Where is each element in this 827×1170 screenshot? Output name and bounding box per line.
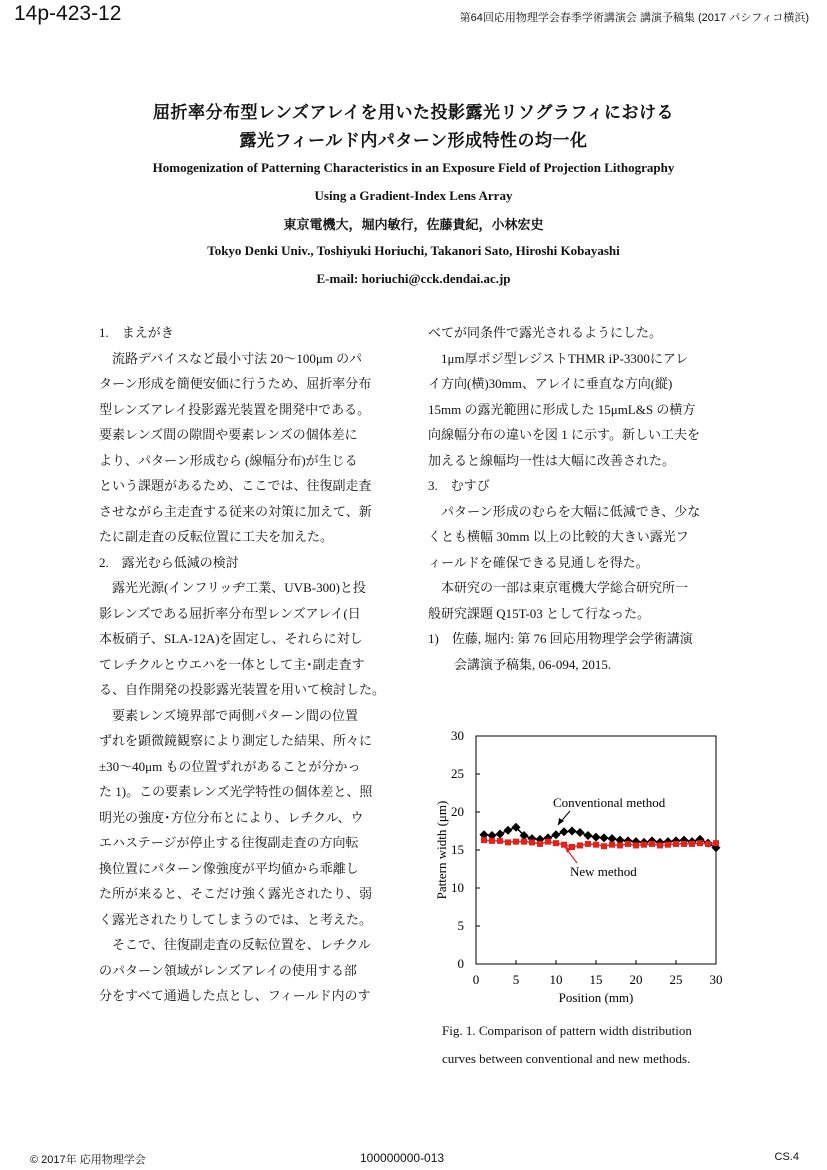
text-line: 3. むすび — [428, 478, 490, 493]
text-line: イ方向(横)30mm、アレイに垂直な方向(縦) — [428, 376, 673, 391]
new-data-point — [529, 839, 535, 845]
text-line: そこで、往復副走査の反転位置を、レチクル — [99, 937, 371, 952]
paper-code: 14p-423-12 — [14, 2, 122, 25]
y-tick-label: 15 — [451, 842, 464, 857]
text-line: より、パターン形成むら (線幅分布)が生じる — [99, 452, 358, 468]
authors-ja: 東京電機大，堀内敏行，佐藤貴紀，小林宏史 — [283, 218, 544, 233]
legend-conventional: Conventional method — [553, 795, 666, 810]
y-tick-label: 30 — [451, 728, 464, 743]
new-data-point — [505, 839, 511, 845]
footer-page: CS.4 — [774, 1151, 799, 1163]
new-data-point — [697, 840, 703, 846]
x-tick-label: 5 — [512, 972, 520, 987]
new-data-point — [625, 841, 631, 847]
x-tick-label: 30 — [709, 972, 723, 987]
new-data-point — [537, 841, 543, 847]
authors-en: Tokyo Denki Univ., Toshiyuki Horiuchi, Takanori Sato, Hiroshi Kobayashi — [207, 243, 620, 258]
text-line: 本板硝子、SLA-12A)を固定し、それらに対し — [99, 631, 363, 646]
email: E-mail: horiuchi@cck.dendai.ac.jp — [316, 271, 511, 286]
new-data-point — [585, 841, 591, 847]
text-line: という課題があるため、ここでは、往復副走査 — [99, 478, 372, 493]
text-line: 露光光源(インフリッヂ工業、UVB-300)と投 — [99, 580, 366, 595]
new-data-point — [577, 842, 583, 848]
new-data-point — [601, 843, 607, 849]
title-ja-line1: 屈折率分布型レンズアレイを用いた投影露光リソグラフィにおける — [152, 103, 674, 123]
new-data-point — [521, 839, 527, 845]
new-data-point — [545, 839, 551, 845]
new-data-point — [641, 842, 647, 848]
x-tick-label: 0 — [472, 972, 480, 987]
text-line: 般研究課題 Q15T-03 として行なった。 — [428, 605, 650, 621]
conference-header: 第64回応用物理学会春季学術講演会 講演予稿集 (2017 パシフィコ横浜) — [459, 12, 809, 24]
text-line: パターン形成のむらを大幅に低減でき、少な — [428, 503, 701, 519]
text-line: 影レンズである屈折率分布型レンズアレイ(日 — [99, 605, 361, 621]
title-ja-line2: 露光フィールド内パターン形成特性の均一化 — [239, 131, 588, 151]
title-en-line1: Homogenization of Patterning Characteristics in an Exposure Field of Projection Lithography — [152, 160, 675, 175]
legend-new: New method — [570, 864, 637, 879]
text-line: 1μm厚ポジ型レジストTHMR iP-3300にアレ — [428, 350, 689, 366]
text-line: 流路デバイスなど最小寸法 20～100μm のパ — [99, 350, 363, 366]
x-tick-label: 20 — [629, 972, 643, 987]
new-data-point — [665, 842, 671, 848]
text-line: 会講演予稿集, 06-094, 2015. — [428, 656, 612, 672]
x-tick-label: 15 — [589, 972, 603, 987]
text-line: てレチクルとウエハを一体として主･副走査す — [99, 656, 365, 672]
text-line: く露光されたりしてしまうのでは、と考えた。 — [99, 911, 373, 927]
new-data-point — [705, 841, 711, 847]
y-tick-label: 25 — [451, 766, 464, 781]
text-line: ±30～40μm もの位置ずれがあることが分かっ — [99, 758, 361, 774]
text-line: ずれを顕微鏡観察により測定した結果、所々に — [99, 733, 373, 748]
text-line: 加えると線幅均一性は大幅に改善された。 — [428, 452, 676, 468]
new-data-point — [681, 841, 687, 847]
x-tick-label: 10 — [549, 972, 563, 987]
new-data-point — [553, 840, 559, 846]
new-data-point — [609, 842, 615, 848]
y-tick-label: 10 — [451, 880, 464, 895]
text-line: 要素レンズ境界部で両側パターン間の位置 — [99, 707, 359, 723]
text-line: 型レンズアレイ投影露光装置を開発中である。 — [99, 401, 371, 417]
text-line: 換位置にパターン像強度が平均値から乖離し — [99, 860, 359, 876]
right-column — [428, 320, 700, 677]
pattern-width-chart — [420, 722, 740, 1012]
text-line: エハステージが停止する往復副走査の方向転 — [99, 835, 359, 850]
figure-caption-line2: curves between conventional and new methods. — [442, 1051, 691, 1066]
new-data-point — [593, 842, 599, 848]
text-line: くとも横幅 30mm 以上の比較的大きい露光フ — [428, 529, 689, 544]
new-data-point — [633, 842, 639, 848]
footer-id: 100000000-013 — [360, 1151, 445, 1165]
text-line: る、自作開発の投影露光装置を用いて検討した。 — [99, 682, 386, 697]
text-line: たに副走査の反転位置に工夫を加えた。 — [99, 529, 334, 544]
left-column — [99, 320, 385, 1009]
text-line: 2. 露光むら低減の検討 — [99, 554, 239, 570]
text-line: ターン形成を簡便安価に行うため、屈折率分布 — [99, 376, 372, 391]
text-line: 要素レンズ間の隙間や要素レンズの個体差に — [99, 427, 358, 442]
text-line: 本研究の一部は東京電機大学総合研究所一 — [428, 580, 689, 595]
text-line: させながら主走査する従来の対策に加えて、新 — [99, 503, 372, 519]
text-line: のパターン領域がレンズアレイの使用する部 — [99, 962, 357, 978]
text-line: 分をすべて通過した点とし、フィールド内のす — [99, 988, 371, 1003]
y-axis-label: Pattern width (μm) — [434, 800, 449, 900]
text-line: 明光の強度･方位分布とにより、レチクル、ウ — [99, 809, 364, 825]
plot-area — [476, 736, 716, 964]
y-tick-label: 0 — [457, 956, 464, 971]
text-line: た 1)。この要素レンズ光学特性の個体差と、照 — [99, 784, 373, 799]
title-en-line2: Using a Gradient-Index Lens Array — [314, 188, 513, 203]
text-line: 1. まえがき — [99, 325, 174, 340]
new-data-point — [513, 839, 519, 845]
figure-caption-line1: Fig. 1. Comparison of pattern width distribution — [442, 1023, 692, 1038]
text-line: 15mm の露光範囲に形成した 15μmL&S の横方 — [428, 401, 696, 417]
new-data-point — [617, 842, 623, 848]
text-line: ィールドを確保できる見通しを得た。 — [428, 554, 649, 570]
new-data-point — [713, 840, 719, 846]
x-axis-label: Position (mm) — [558, 990, 634, 1005]
x-tick-label: 25 — [669, 972, 683, 987]
y-tick-label: 5 — [457, 918, 464, 933]
new-data-point — [481, 837, 487, 843]
new-data-point — [497, 838, 503, 844]
new-data-point — [489, 838, 495, 844]
text-line: た所が来ると、そこだけ強く露光されたり、弱 — [99, 886, 373, 901]
new-data-point — [673, 841, 679, 847]
new-data-point — [657, 842, 663, 848]
footer-copyright: © 2017年 応用物理学会 — [30, 1154, 146, 1166]
y-tick-label: 20 — [451, 804, 464, 819]
text-line: 向線幅分布の違いを図 1 に示す。新しい工夫を — [428, 427, 700, 442]
new-data-point — [649, 841, 655, 847]
text-line: 1) 佐藤, 堀内: 第 76 回応用物理学会学術講演 — [428, 631, 693, 646]
new-data-point — [689, 841, 695, 847]
text-line: べてが同条件で露光されるようにした。 — [428, 325, 663, 340]
